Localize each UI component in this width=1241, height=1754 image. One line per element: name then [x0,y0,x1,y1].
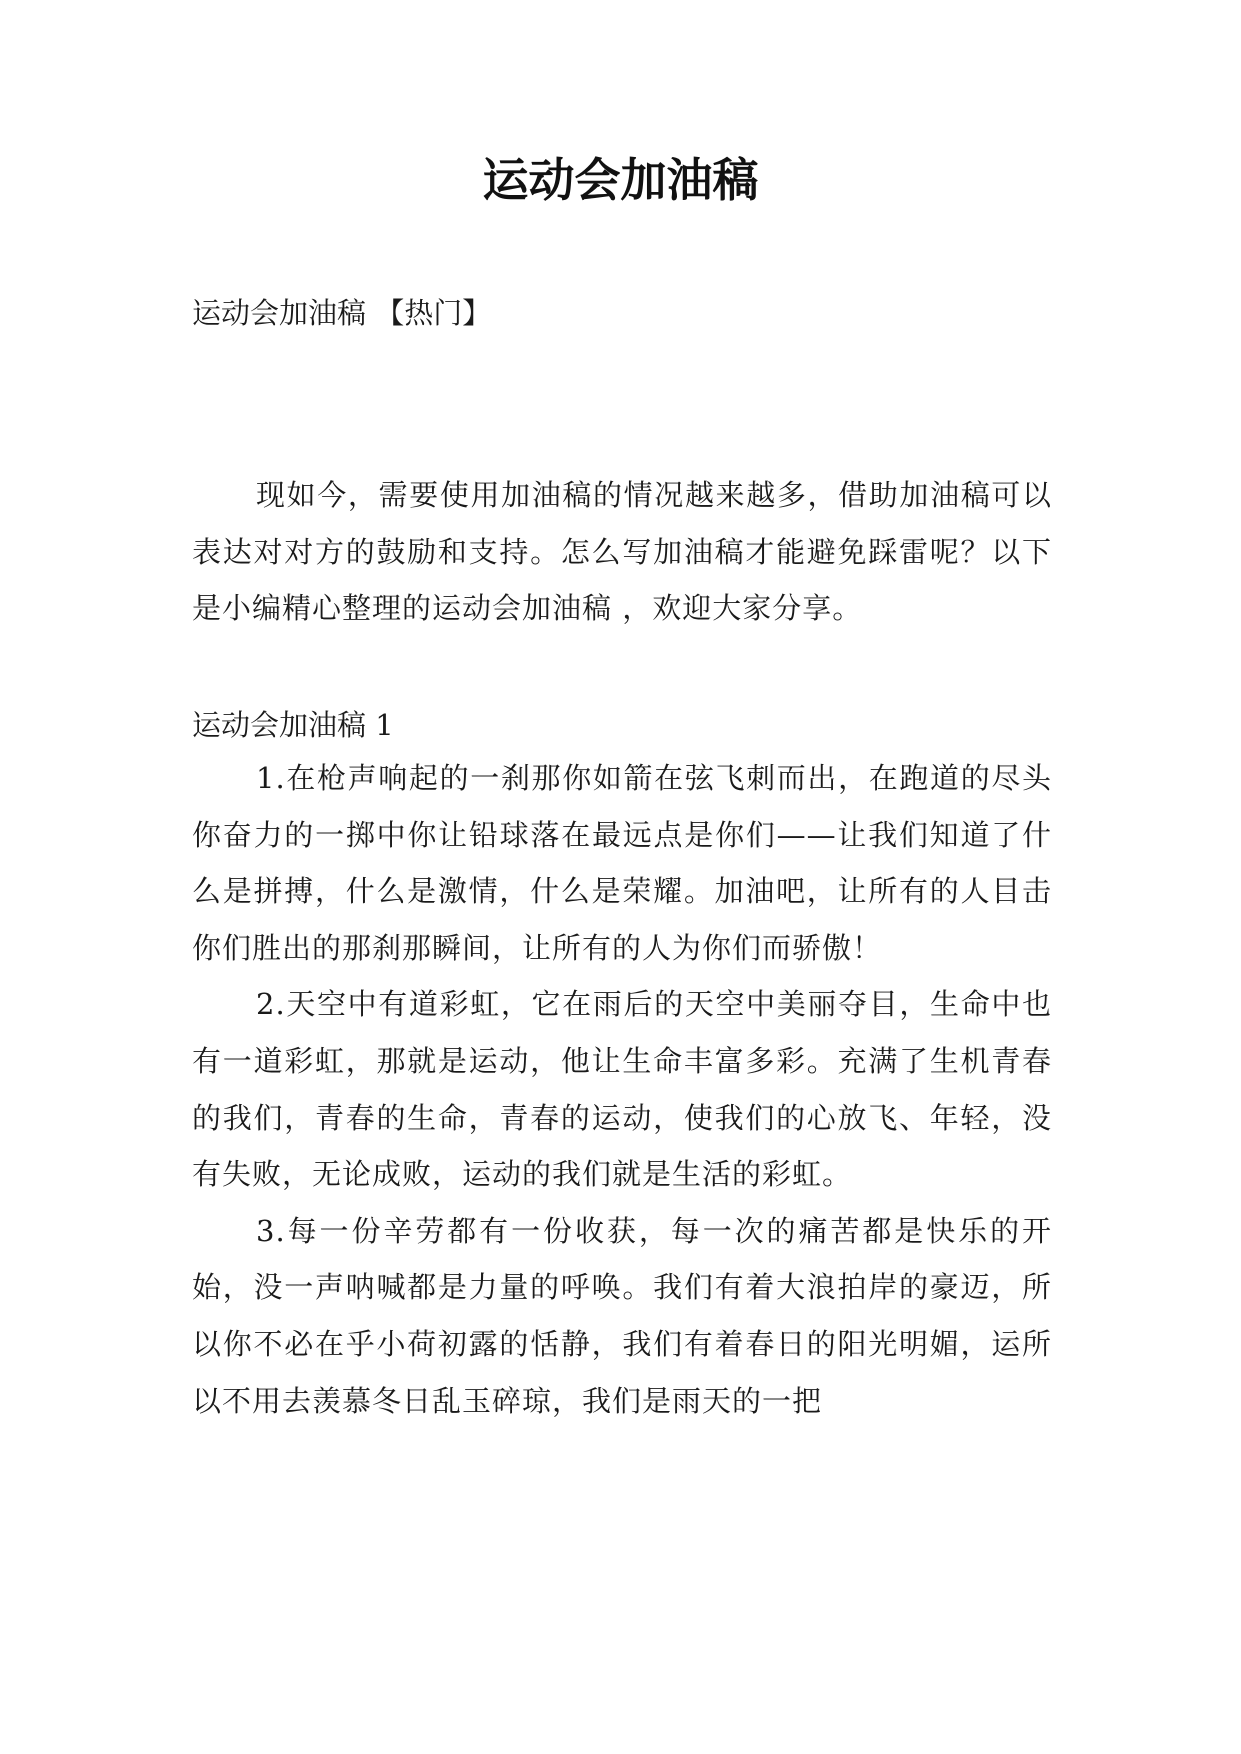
document-subtitle: 运动会加油稿 【热门】 [192,296,492,330]
cheer-item-1: 1.在枪声响起的一刹那你如箭在弦飞刺而出，在跑道的尽头你奋力的一掷中你让铅球落在最远点是你们——让我们知道了什么是拼搏，什么是激情，什么是荣耀。加油吧，让所有的人目击你们胜出的那刹那瞬间，让所有的人为你们而骄傲！ [192,761,1052,965]
section-heading: 运动会加油稿 1 [192,708,394,742]
document-title: 运动会加油稿 [482,153,759,207]
intro-paragraph: 现如今，需要使用加油稿的情况越来越多，借助加油稿可以表达对对方的鼓励和支持。怎么写加油稿才能避免踩雷呢？以下是小编精心整理的运动会加油稿 ，欢迎大家分享。 [192,478,1052,626]
cheer-item-2: 2.天空中有道彩虹，它在雨后的天空中美丽夺目，生命中也有一道彩虹，那就是运动，他让生命丰富多彩。充满了生机青春的我们，青春的生命，青春的运动，使我们的心放飞、年轻，没有失败，无论成败，运动的我们就是生活的彩虹。 [192,987,1052,1192]
cheer-items-list [192,750,1052,1429]
cheer-item-3: 3.每一份辛劳都有一份收获，每一次的痛苦都是快乐的开始，没一声呐喊都是力量的呼唤。我们有着大浪拍岸的豪迈，所以你不必在乎小荷初露的恬静，我们有着春日的阳光明媚，运所以不用去羡慕冬日乱玉碎琼，我们是雨天的一把 [192,1213,1052,1418]
intro-section [192,467,1052,637]
